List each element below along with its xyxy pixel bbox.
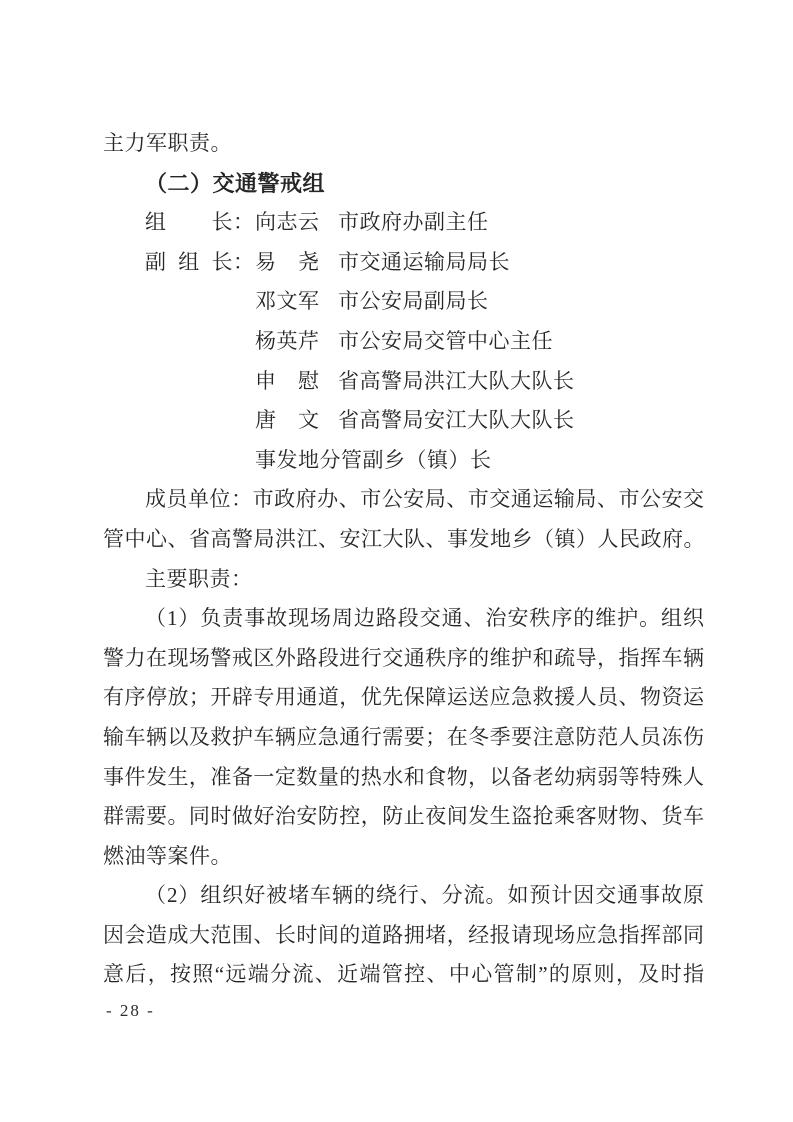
roster-title: 市公安局交管中心主任 — [338, 328, 553, 353]
roster-colon: ： — [233, 210, 255, 235]
duty2-line: （2）组织好被堵车辆的绕行、分流。如预计因交通事故原 — [145, 883, 704, 908]
duty1-line: 事件发生，准备一定数量的热水和食物，以备老幼病弱等特殊人 — [103, 764, 704, 789]
duty1-line: 燃油等案件。 — [103, 843, 232, 868]
roster-name: 唐 文 — [255, 408, 320, 433]
duty1-line: 群需要。同时做好治安防控，防止夜间发生盗抢乘客财物、货车 — [103, 804, 704, 829]
roster-name: 杨英芹 — [255, 328, 320, 353]
roster-title: 省高警局安江大队大队长 — [338, 408, 575, 433]
roster-name: 申 慰 — [255, 368, 320, 393]
roster-colon: ： — [233, 249, 255, 274]
roster-label: 组长 — [145, 210, 233, 235]
roster-title: 市政府办副主任 — [338, 210, 489, 235]
roster-row — [103, 243, 704, 283]
roster-row — [103, 441, 704, 481]
duty1-line: （1）负责事故现场周边路段交通、治安秩序的维护。组织 — [145, 606, 704, 631]
intro-paragraph-line: 主力军职责。 — [103, 131, 232, 155]
duty2-line: 意后，按照“远端分流、近端管控、中心管制”的原则，及时指 — [103, 962, 704, 987]
roster-row — [103, 282, 704, 322]
roster-title: 市交通运输局局长 — [338, 249, 510, 274]
roster-name: 易 尧 — [255, 249, 320, 274]
document-body — [103, 124, 704, 995]
member-units-line: 管中心、省高警局洪江、安江大队、事发地乡（镇）人民政府。 — [103, 526, 705, 551]
duty1-line: 有序停放；开辟专用通道，优先保障运送应急救援人员、物资运 — [103, 685, 704, 710]
page-number: - 28 - — [106, 1001, 155, 1020]
roster-row — [103, 322, 704, 362]
duties-heading: 主要职责： — [145, 566, 253, 591]
duty2-line: 因会造成大范围、长时间的道路拥堵，经报请现场应急指挥部同 — [103, 922, 704, 947]
duty1-line: 输车辆以及救护车辆应急通行需要；在冬季要注意防范人员冻伤 — [103, 724, 704, 749]
roster-name: 事发地分管副乡（镇）长 — [255, 447, 492, 472]
roster-name: 向志云 — [255, 210, 320, 235]
roster-title: 省高警局洪江大队大队长 — [338, 368, 575, 393]
roster-label: 副组长 — [145, 249, 233, 274]
roster-row — [103, 362, 704, 402]
roster-row — [103, 401, 704, 441]
roster-name: 邓文军 — [255, 289, 320, 314]
duty1-line: 警力在现场警戒区外路段进行交通秩序的维护和疏导，指挥车辆 — [103, 645, 704, 670]
member-units-line: 成员单位：市政府办、市公安局、市交通运输局、市公安交 — [145, 487, 704, 512]
roster-row — [103, 203, 704, 243]
roster-title: 市公安局副局长 — [338, 289, 489, 314]
section-heading: （二）交通警戒组 — [145, 170, 326, 196]
